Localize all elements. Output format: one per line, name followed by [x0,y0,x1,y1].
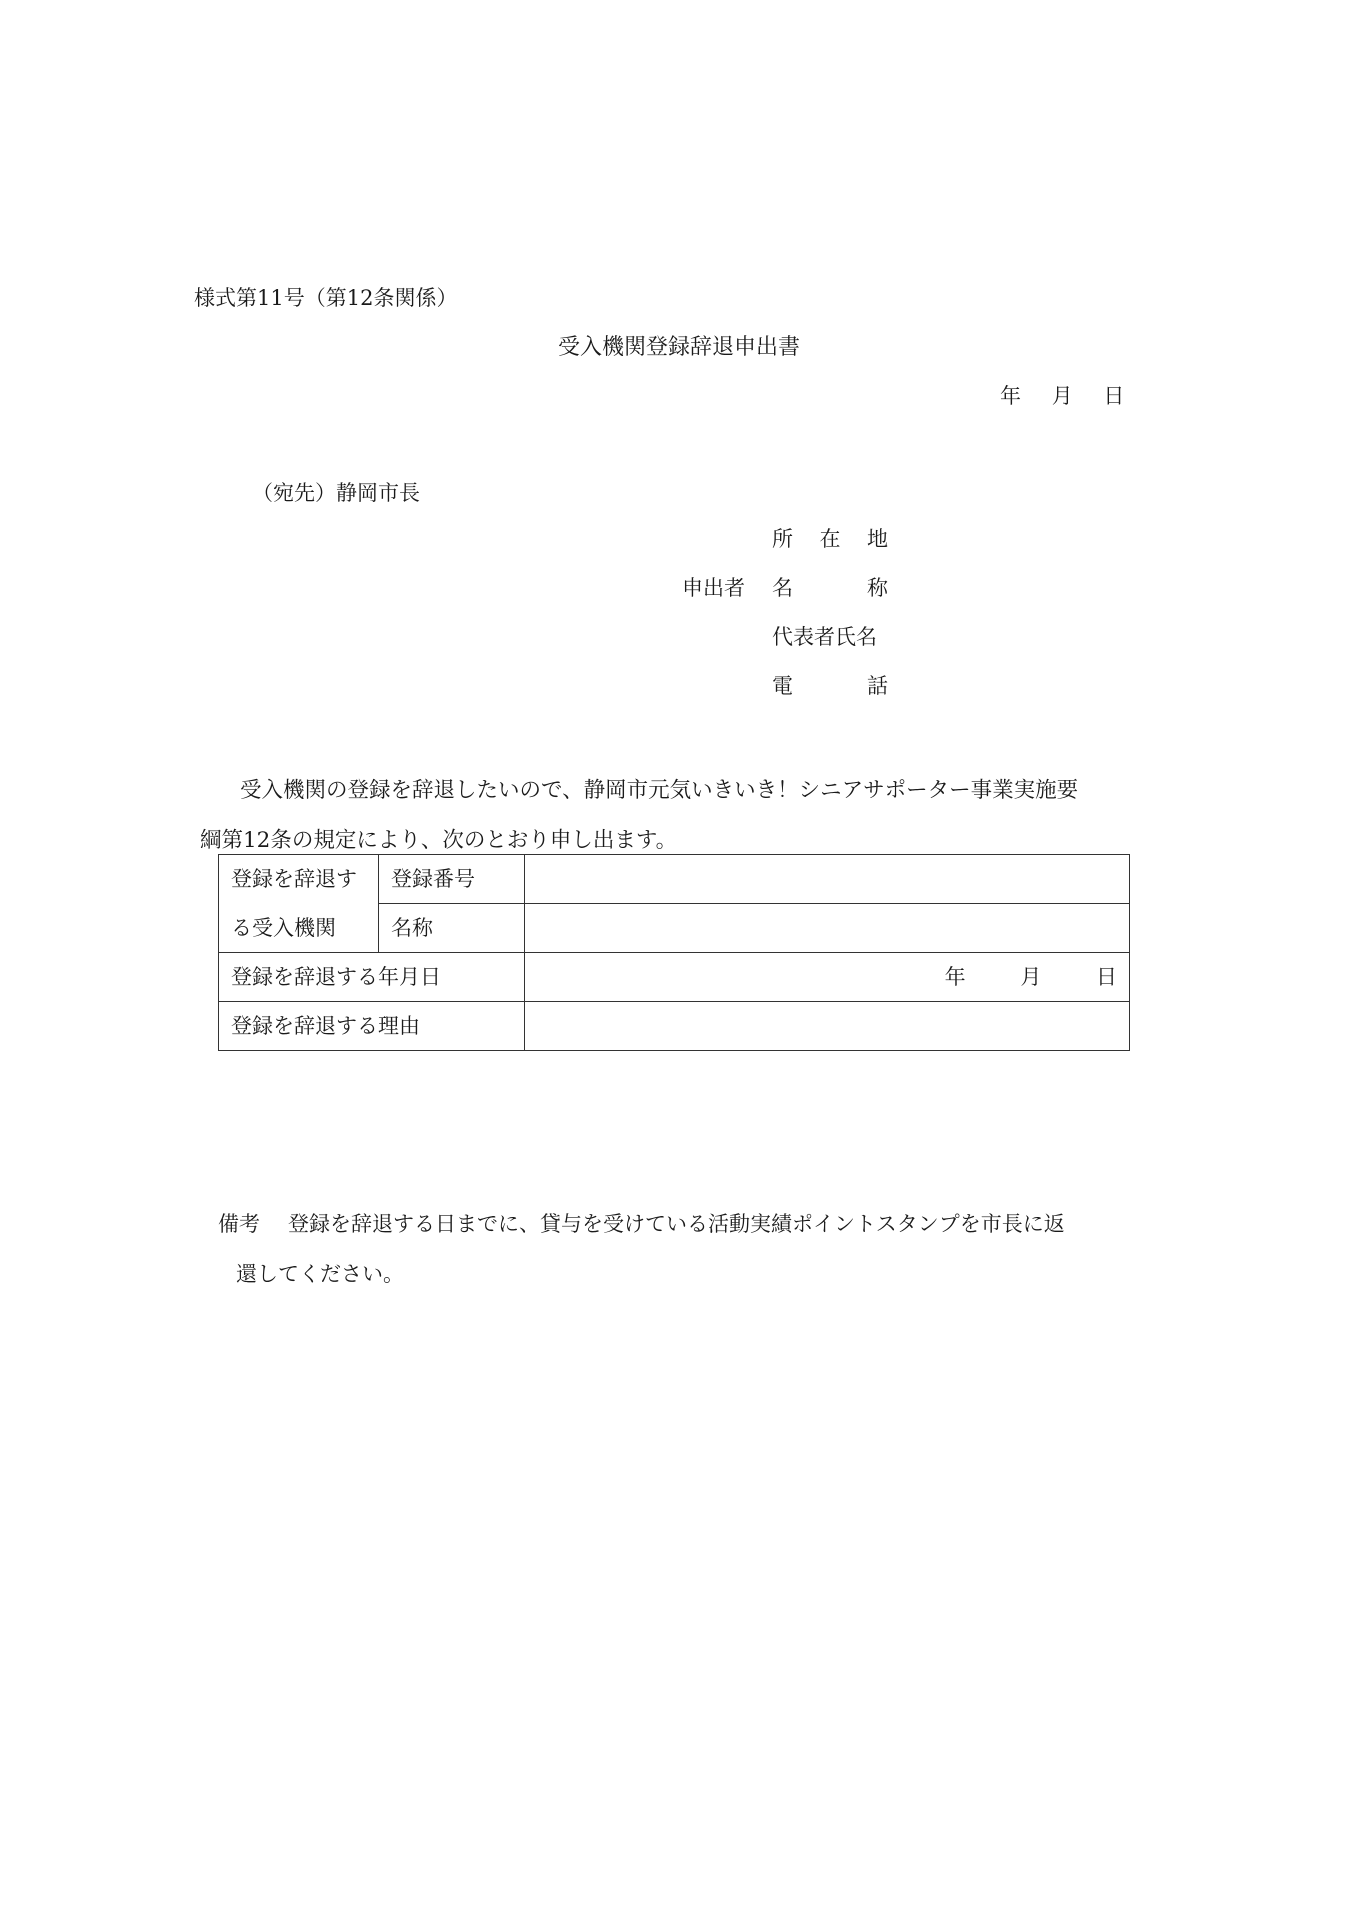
field-phone-char-1: 電 [772,674,793,698]
addressee: （宛先）静岡市長 [252,481,420,505]
date-month-label: 月 [1051,384,1073,408]
table-row [219,855,1130,904]
group-label-line-2: る受入機関 [231,916,336,940]
remarks-line-1: 登録を辞退する日までに、貸与を受けている活動実績ポイントスタンプを市長に返 [288,1212,1065,1236]
date-day-label: 日 [1103,384,1125,408]
remarks [218,1214,1065,1235]
name-label: 名称 [379,904,525,953]
field-phone [772,676,888,697]
field-representative [772,627,888,648]
submission-date [1000,386,1124,407]
reason-label: 登録を辞退する理由 [219,1002,525,1051]
withdrawal-table [218,854,1130,1051]
withdraw-day-unit: 日 [1096,964,1117,989]
intro-line-2: 綱第12条の規定により、次のとおり申し出ます。 [200,828,678,853]
withdraw-date-label: 登録を辞退する年月日 [219,953,525,1002]
field-address-char-2: 在 [819,527,841,551]
field-representative-label: 代表者氏名 [772,625,877,649]
applicant-label: 申出者 [682,576,745,600]
table-row [219,1002,1130,1051]
intro-line-1: 受入機関の登録を辞退したいので、静岡市元気いきいき！シニアサポーター事業実施要 [240,778,1079,803]
group-label-line-1: 登録を辞退す [231,867,357,891]
field-name-char-2: 称 [867,576,888,600]
field-name [772,578,888,599]
date-year-label: 年 [1000,384,1021,408]
institution-group-label [219,855,379,953]
withdraw-date-value[interactable] [525,953,1130,1002]
name-value[interactable] [525,904,1130,953]
reg-number-value[interactable] [525,855,1130,904]
reason-value[interactable] [525,1002,1130,1051]
withdraw-month-unit: 月 [1020,964,1042,989]
document-title: 受入機関登録辞退申出書 [557,335,800,360]
remarks-line-2: 還してください。 [236,1262,404,1286]
intro-paragraph [200,766,1160,866]
withdraw-year-unit: 年 [944,964,966,989]
remarks-label: 備考 [218,1212,260,1236]
field-address-char-1: 所 [772,527,793,551]
field-address [772,529,888,550]
reg-number-label: 登録番号 [379,855,525,904]
field-address-char-3: 地 [867,527,888,551]
table-row [219,953,1130,1002]
field-phone-char-2: 話 [867,674,888,698]
field-name-char-1: 名 [772,576,793,600]
form-number: 様式第11号（第12条関係） [194,286,458,310]
